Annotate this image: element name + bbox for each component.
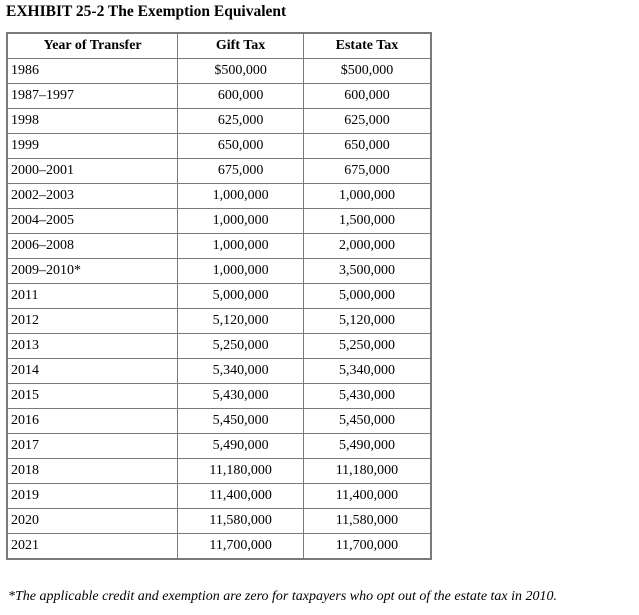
estate-tax-cell: 5,490,000 — [303, 434, 431, 459]
table-row — [7, 484, 431, 509]
gift-tax-cell: 5,000,000 — [178, 284, 304, 309]
gift-tax-cell: 1,000,000 — [178, 184, 304, 209]
gift-tax-cell: 11,400,000 — [178, 484, 304, 509]
year-cell: 2000–2001 — [7, 159, 178, 184]
estate-tax-cell: 600,000 — [303, 84, 431, 109]
table-row — [7, 84, 431, 109]
estate-tax-cell: 11,700,000 — [303, 534, 431, 560]
estate-tax-cell: 3,500,000 — [303, 259, 431, 284]
estate-tax-cell: 675,000 — [303, 159, 431, 184]
estate-tax-cell: 5,000,000 — [303, 284, 431, 309]
estate-tax-cell: $500,000 — [303, 59, 431, 84]
table-row — [7, 284, 431, 309]
year-cell: 2018 — [7, 459, 178, 484]
gift-tax-cell: 11,580,000 — [178, 509, 304, 534]
table-row — [7, 109, 431, 134]
gift-tax-cell: 5,120,000 — [178, 309, 304, 334]
exemption-equivalent-table — [6, 32, 432, 560]
gift-tax-cell: 675,000 — [178, 159, 304, 184]
year-cell: 1987–1997 — [7, 84, 178, 109]
gift-tax-cell: 5,340,000 — [178, 359, 304, 384]
year-cell: 2016 — [7, 409, 178, 434]
table-row — [7, 409, 431, 434]
estate-tax-cell: 2,000,000 — [303, 234, 431, 259]
gift-tax-cell: 5,430,000 — [178, 384, 304, 409]
header-estate-tax: Estate Tax — [303, 33, 431, 59]
year-cell: 2019 — [7, 484, 178, 509]
estate-tax-cell: 1,000,000 — [303, 184, 431, 209]
gift-tax-cell: $500,000 — [178, 59, 304, 84]
year-cell: 2021 — [7, 534, 178, 560]
year-cell: 2011 — [7, 284, 178, 309]
exhibit-title: EXHIBIT 25-2 The Exemption Equivalent — [6, 3, 287, 20]
year-cell: 2006–2008 — [7, 234, 178, 259]
table-row — [7, 184, 431, 209]
estate-tax-cell: 5,450,000 — [303, 409, 431, 434]
estate-tax-cell: 11,400,000 — [303, 484, 431, 509]
year-cell: 2015 — [7, 384, 178, 409]
table-row — [7, 434, 431, 459]
estate-tax-cell: 11,180,000 — [303, 459, 431, 484]
estate-tax-cell: 5,120,000 — [303, 309, 431, 334]
table-row — [7, 334, 431, 359]
table-row — [7, 534, 431, 560]
footnote: *The applicable credit and exemption are zero for taxpayers who opt out of the estate tax in 2010. — [8, 589, 558, 604]
table-row — [7, 384, 431, 409]
gift-tax-cell: 11,180,000 — [178, 459, 304, 484]
year-cell: 2013 — [7, 334, 178, 359]
table-row — [7, 159, 431, 184]
year-cell: 2002–2003 — [7, 184, 178, 209]
year-cell: 2017 — [7, 434, 178, 459]
year-cell: 2009–2010* — [7, 259, 178, 284]
year-cell: 2012 — [7, 309, 178, 334]
year-cell: 2020 — [7, 509, 178, 534]
year-cell: 2014 — [7, 359, 178, 384]
year-cell: 2004–2005 — [7, 209, 178, 234]
table-header-row — [7, 33, 431, 59]
table-row — [7, 359, 431, 384]
table-row — [7, 509, 431, 534]
estate-tax-cell: 11,580,000 — [303, 509, 431, 534]
table-row — [7, 59, 431, 84]
gift-tax-cell: 1,000,000 — [178, 259, 304, 284]
table-row — [7, 134, 431, 159]
year-cell: 1999 — [7, 134, 178, 159]
table-row — [7, 459, 431, 484]
estate-tax-cell: 1,500,000 — [303, 209, 431, 234]
estate-tax-cell: 650,000 — [303, 134, 431, 159]
gift-tax-cell: 625,000 — [178, 109, 304, 134]
gift-tax-cell: 5,250,000 — [178, 334, 304, 359]
year-cell: 1998 — [7, 109, 178, 134]
table-row — [7, 309, 431, 334]
header-gift-tax: Gift Tax — [178, 33, 304, 59]
gift-tax-cell: 650,000 — [178, 134, 304, 159]
gift-tax-cell: 5,450,000 — [178, 409, 304, 434]
gift-tax-cell: 1,000,000 — [178, 234, 304, 259]
estate-tax-cell: 5,430,000 — [303, 384, 431, 409]
estate-tax-cell: 5,340,000 — [303, 359, 431, 384]
year-cell: 1986 — [7, 59, 178, 84]
gift-tax-cell: 600,000 — [178, 84, 304, 109]
table-row — [7, 234, 431, 259]
gift-tax-cell: 11,700,000 — [178, 534, 304, 560]
estate-tax-cell: 625,000 — [303, 109, 431, 134]
gift-tax-cell: 1,000,000 — [178, 209, 304, 234]
gift-tax-cell: 5,490,000 — [178, 434, 304, 459]
estate-tax-cell: 5,250,000 — [303, 334, 431, 359]
table-row — [7, 259, 431, 284]
table-row — [7, 209, 431, 234]
header-year-of-transfer: Year of Transfer — [7, 33, 178, 59]
table-body — [7, 59, 431, 560]
